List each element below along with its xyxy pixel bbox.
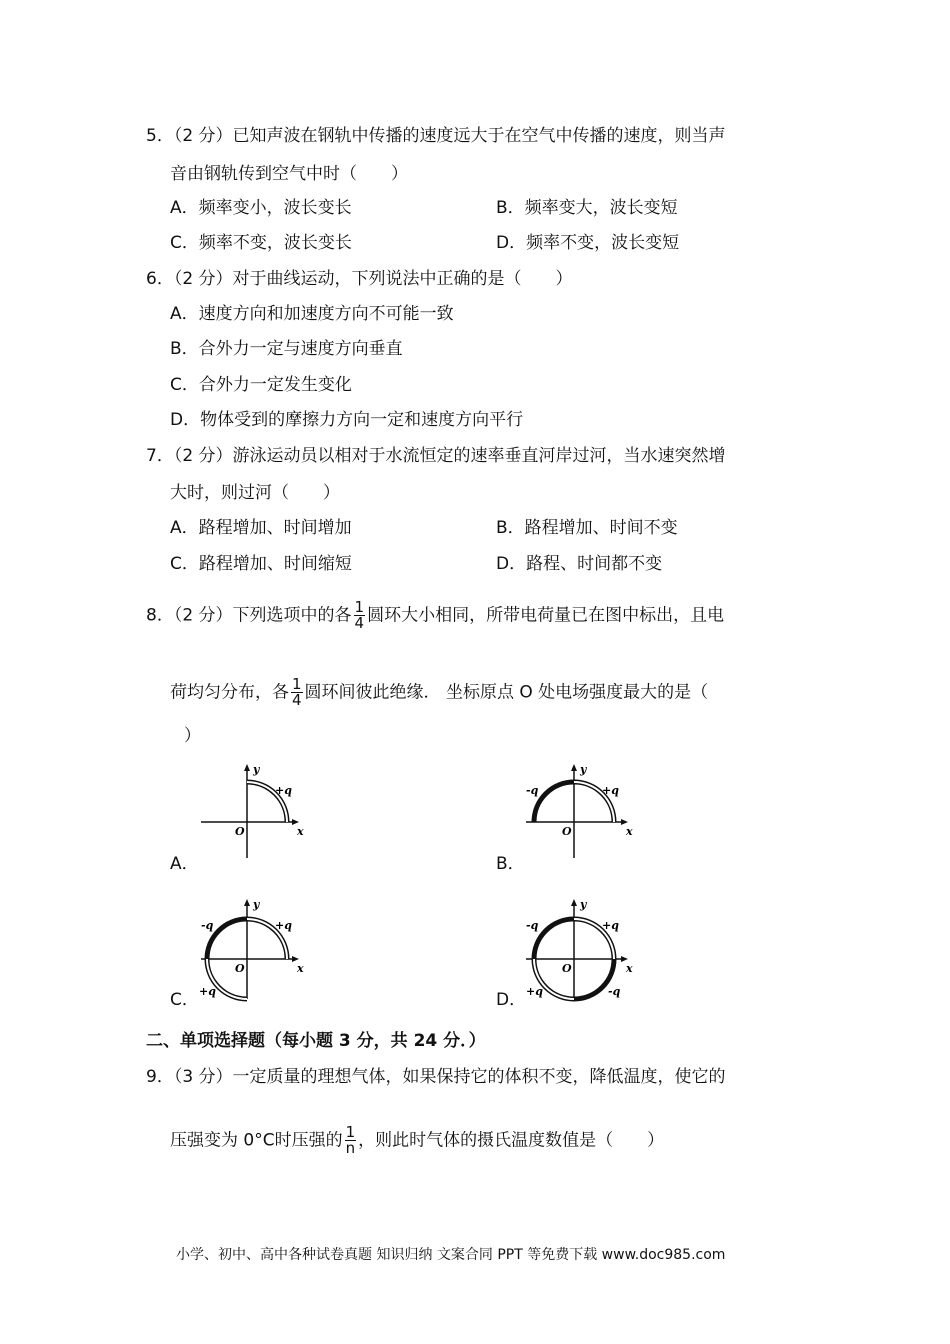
q8-stem-line2-a: 荷均匀分布，各 bbox=[170, 682, 289, 703]
q6-stem: 6．（2 分）对于曲线运动，下列说法中正确的是（ ） bbox=[146, 269, 573, 289]
quarter-ring-minus-q bbox=[534, 919, 574, 959]
page-footer: 小学、初中、高中各种试卷真题 知识归纳 文案合同 PPT 等免费下载 www.doc985.com bbox=[176, 1247, 726, 1263]
charge-label-minus-q-lower: -q bbox=[608, 985, 621, 998]
q9-stem-line2-a: 压强变为 0°C时压强的 bbox=[170, 1130, 343, 1151]
fraction-one-over-n bbox=[345, 1125, 357, 1156]
origin-label: O bbox=[235, 962, 245, 975]
section-heading: 二、单项选择题（每小题 3 分，共 24 分．） bbox=[146, 1031, 486, 1051]
figure-b-diagram bbox=[520, 760, 635, 865]
q9-stem-line2 bbox=[170, 1125, 664, 1156]
q8-stem-line1-b: 圆环大小相同，所带电荷量已在图中标出，且电 bbox=[367, 605, 725, 626]
charge-label-plus-q: +q bbox=[275, 784, 292, 797]
q8-option-d: D． bbox=[496, 990, 527, 1010]
charge-label-plus-q-lower: +q bbox=[199, 985, 216, 998]
y-label: y bbox=[580, 763, 587, 776]
x-label: x bbox=[297, 825, 304, 838]
origin-label: O bbox=[235, 825, 245, 838]
charge-label-plus-q-lower: +q bbox=[526, 985, 543, 998]
origin-label: O bbox=[562, 962, 572, 975]
charge-label-minus-q: -q bbox=[526, 784, 539, 797]
y-axis-arrow bbox=[244, 764, 250, 771]
q7-stem-line2: 大时，则过河（ ） bbox=[170, 483, 340, 503]
q8-stem-line3: ） bbox=[184, 726, 201, 746]
q7-stem-line1: 7．（2 分）游泳运动员以相对于水流恒定的速率垂直河岸过河，当水速突然增 bbox=[146, 446, 726, 466]
q7-option-a: A．路程增加、时间增加 bbox=[170, 518, 352, 538]
q5-option-b: B．频率变大，波长变短 bbox=[496, 198, 678, 218]
q8-option-c: C． bbox=[170, 990, 199, 1010]
x-label: x bbox=[626, 825, 633, 838]
fraction-numerator: 1 bbox=[345, 1123, 356, 1141]
fraction-numerator: 1 bbox=[292, 675, 302, 693]
figure-a-diagram bbox=[195, 760, 310, 865]
q6-option-d: D．物体受到的摩擦力方向一定和速度方向平行 bbox=[170, 410, 524, 430]
charge-label-plus-q: +q bbox=[275, 919, 292, 932]
q5-option-c: C．频率不变，波长变长 bbox=[170, 233, 352, 253]
fraction-denominator: 4 bbox=[354, 614, 365, 632]
q8-stem-line2 bbox=[170, 677, 708, 708]
fraction-denominator: n bbox=[345, 1139, 356, 1157]
charge-label-minus-q: -q bbox=[526, 919, 539, 932]
q5-stem-line2: 音由钢轨传到空气中时（ ） bbox=[170, 164, 408, 184]
fraction-denominator: 4 bbox=[292, 691, 302, 709]
fraction-one-quarter bbox=[291, 677, 303, 708]
y-label: y bbox=[253, 763, 260, 776]
charge-label-plus-q: +q bbox=[602, 919, 619, 932]
q7-option-b: B．路程增加、时间不变 bbox=[496, 518, 678, 538]
figure-c-diagram bbox=[195, 895, 310, 1005]
q9-stem-line2-b: ，则此时气体的摄氏温度数值是（ ） bbox=[358, 1130, 665, 1151]
y-label: y bbox=[580, 898, 587, 911]
q7-option-d: D．路程、时间都不变 bbox=[496, 554, 663, 574]
q8-option-b: B． bbox=[496, 854, 525, 874]
origin-label: O bbox=[562, 825, 572, 838]
q5-option-d: D．频率不变，波长变短 bbox=[496, 233, 680, 253]
q6-option-c: C．合外力一定发生变化 bbox=[170, 375, 352, 395]
q5-option-a: A．频率变小，波长变长 bbox=[170, 198, 352, 218]
x-label: x bbox=[297, 962, 304, 975]
y-axis-arrow bbox=[571, 764, 577, 771]
q8-stem-line2-b: 圆环间彼此绝缘． 坐标原点 O 处电场强度最大的是（ bbox=[304, 682, 709, 703]
charge-label-minus-q: -q bbox=[201, 919, 214, 932]
q6-option-b: B．合外力一定与速度方向垂直 bbox=[170, 339, 403, 359]
y-axis-arrow bbox=[244, 899, 250, 906]
q5-stem-line1: 5．（2 分）已知声波在钢轨中传播的速度远大于在空气中传播的速度，则当声 bbox=[146, 126, 726, 146]
q8-option-a: A． bbox=[170, 854, 199, 874]
figure-d-diagram bbox=[520, 895, 635, 1005]
y-axis-arrow bbox=[571, 899, 577, 906]
y-label: y bbox=[253, 898, 260, 911]
charge-label-plus-q: +q bbox=[602, 784, 619, 797]
q8-stem-line1 bbox=[146, 600, 724, 631]
fraction-one-quarter bbox=[354, 600, 366, 631]
q6-option-a: A．速度方向和加速度方向不可能一致 bbox=[170, 304, 454, 324]
q7-option-c: C．路程增加、时间缩短 bbox=[170, 554, 352, 574]
fraction-numerator: 1 bbox=[354, 598, 365, 616]
x-label: x bbox=[626, 962, 633, 975]
q8-stem-line1-a: 8．（2 分）下列选项中的各 bbox=[146, 605, 352, 626]
q9-stem-line1: 9．（3 分）一定质量的理想气体，如果保持它的体积不变，降低温度，使它的 bbox=[146, 1067, 726, 1087]
quarter-ring-minus-q bbox=[534, 782, 574, 822]
